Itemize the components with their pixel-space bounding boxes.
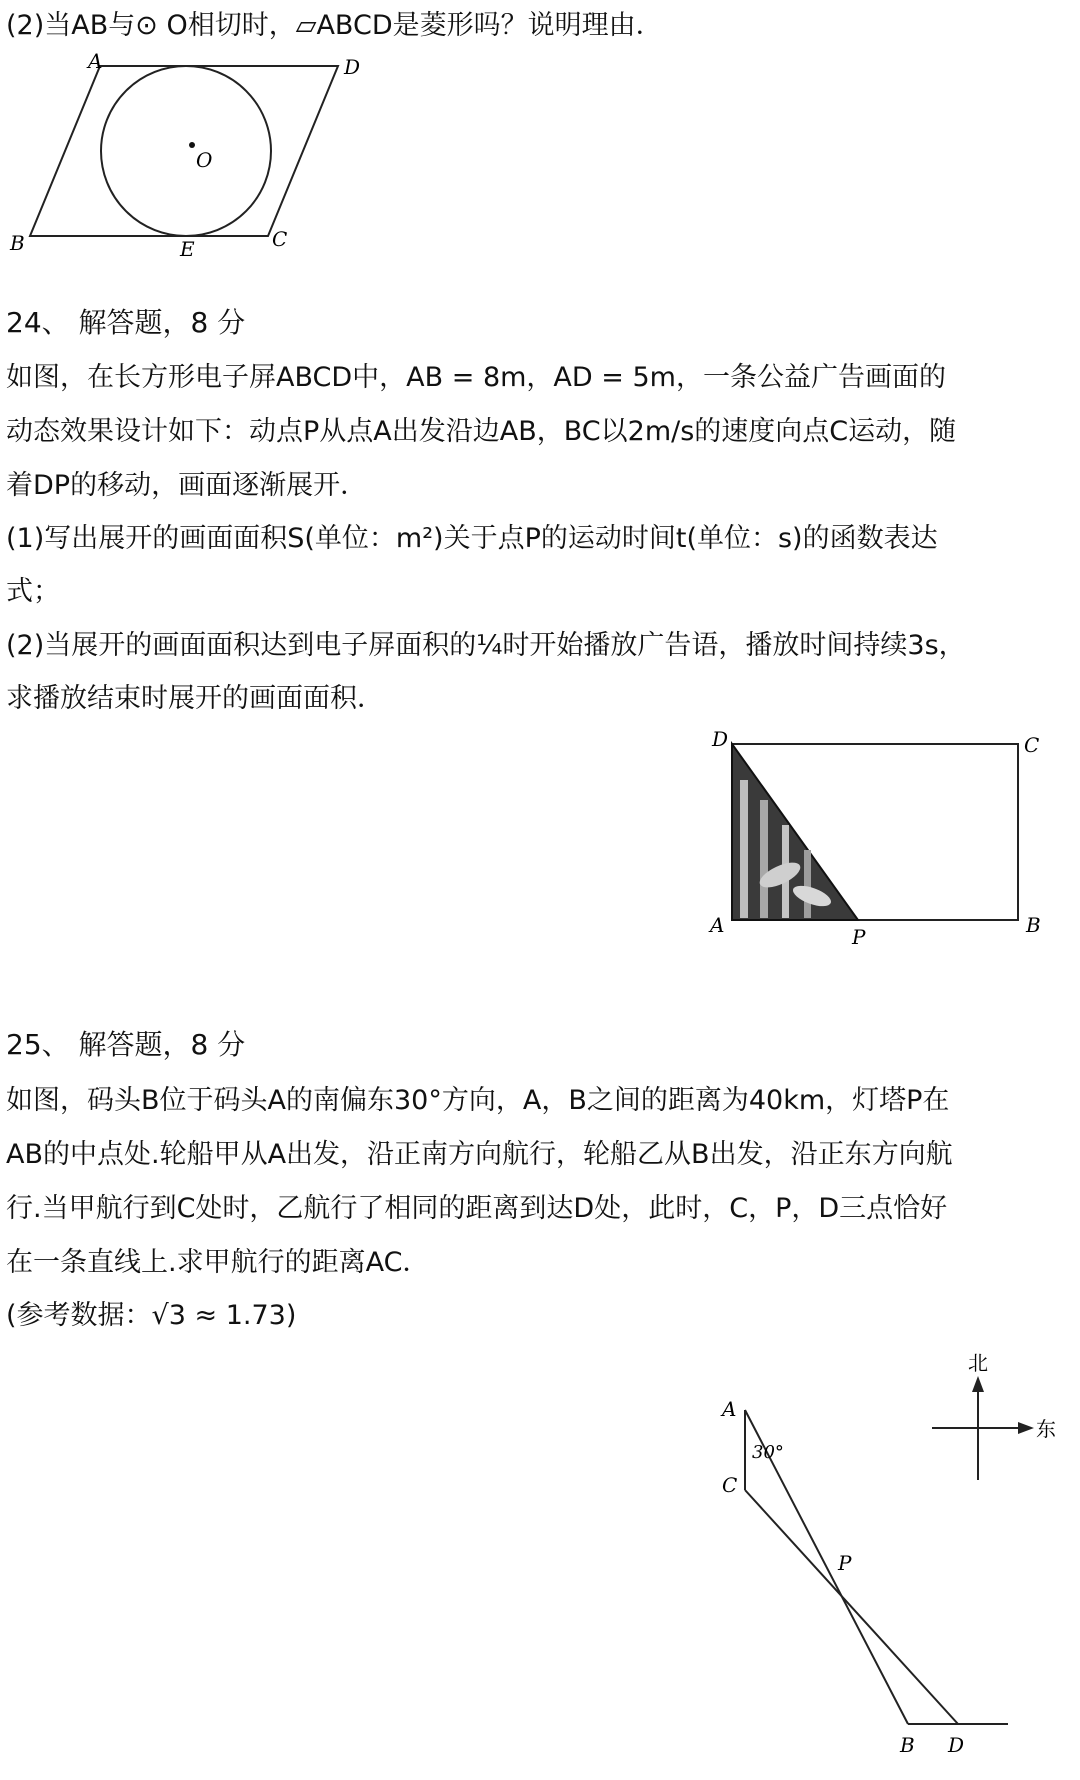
- parallelogram-abcd: [30, 66, 338, 236]
- q23-parallelogram-figure: [0, 50, 360, 260]
- q24-line-1: 如图，在长方形电子屏ABCD中，AB = 8m，AD = 5m，一条公益广告画面的: [6, 362, 946, 393]
- label-C: C: [1024, 733, 1040, 757]
- label-D: D: [712, 727, 729, 751]
- q25-line-5: (参考数据：√3 ≈ 1.73): [6, 1300, 297, 1331]
- label-A: A: [710, 913, 725, 937]
- q25-line-1: 如图，码头B位于码头A的南偏东30°方向，A，B之间的距离为40km，灯塔P在: [6, 1085, 950, 1116]
- label-O: O: [196, 148, 213, 172]
- q25-line-4: 在一条直线上.求甲航行的距离AC．: [6, 1247, 430, 1278]
- label-P: P: [852, 925, 866, 949]
- label-A: A: [722, 1397, 737, 1421]
- q25-navigation-figure: [700, 1340, 1080, 1770]
- q24-line-5: 式；: [6, 576, 60, 607]
- label-angle-30: 30°: [752, 1442, 784, 1463]
- label-B: B: [10, 231, 25, 255]
- compass-icon: [932, 1376, 1034, 1480]
- label-east: 东: [1036, 1417, 1056, 1441]
- q25-header: 25、 解答题，8 分: [6, 1028, 246, 1061]
- q24-line-3: 着DP的移动，画面逐渐展开．: [6, 470, 368, 501]
- label-C: C: [272, 227, 288, 251]
- q25-line-2: AB的中点处.轮船甲从A出发，沿正南方向航行，轮船乙从B出发，沿正东方向航: [6, 1139, 953, 1170]
- label-D: D: [344, 55, 360, 79]
- center-point-o: [189, 142, 195, 148]
- q24-line-7: 求播放结束时展开的画面面积．: [6, 683, 384, 714]
- q24-screen-figure: [700, 720, 1060, 950]
- q24-line-4: (1)写出展开的画面面积S(单位：m²)关于点P的运动时间t(单位：s)的函数表达: [6, 523, 938, 554]
- q24-header: 24、 解答题，8 分: [6, 306, 246, 339]
- label-north: 北: [968, 1351, 988, 1375]
- label-B: B: [900, 1733, 915, 1757]
- label-B: B: [1026, 913, 1041, 937]
- q24-line-2: 动态效果设计如下：动点P从点A出发沿边AB，BC以2m/s的速度向点C运动，随: [6, 416, 957, 447]
- label-C: C: [722, 1473, 738, 1497]
- label-E: E: [180, 237, 195, 260]
- q24-line-6: (2)当展开的画面面积达到电子屏面积的¼时开始播放广告语，播放时间持续3s，: [6, 630, 966, 661]
- label-P: P: [838, 1551, 852, 1575]
- q23-part2-text: (2)当AB与⊙ O相切时，▱ABCD是菱形吗？说明理由．: [6, 10, 663, 41]
- label-D: D: [948, 1733, 965, 1757]
- label-A: A: [88, 50, 103, 73]
- segment-cd: [745, 1490, 958, 1724]
- q25-line-3: 行.当甲航行到C处时，乙航行了相同的距离到达D处，此时，C，P，D三点恰好: [6, 1193, 948, 1224]
- circle-o: [101, 66, 271, 236]
